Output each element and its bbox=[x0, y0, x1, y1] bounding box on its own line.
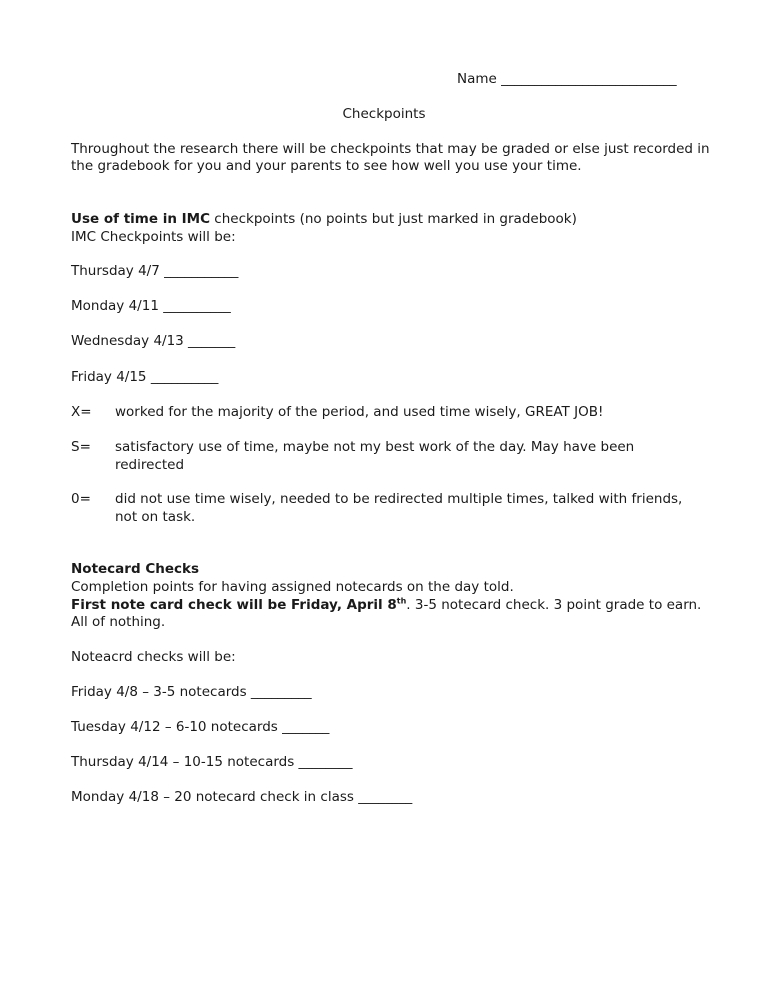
imc-heading-rest: checkpoints (no points but just marked in gradebook) bbox=[210, 211, 577, 227]
code-description: satisfactory use of time, maybe not my best work of the day. May have been redirected bbox=[115, 439, 635, 473]
first-check-date: , April 8th bbox=[336, 596, 407, 613]
name-label: Name bbox=[457, 71, 497, 87]
name-field-line bbox=[457, 71, 677, 88]
name-blank: __________________________ bbox=[501, 71, 677, 87]
date-suffix: th bbox=[396, 596, 407, 606]
imc-subheading: IMC Checkpoints will be: bbox=[71, 229, 236, 245]
imc-date-item: Friday 4/15 __________ bbox=[71, 369, 219, 385]
first-check-rest: . 3-5 notecard check. 3 point grade to earn. bbox=[406, 597, 702, 613]
code-key: 0= bbox=[71, 491, 91, 507]
first-check-bold: First note card check will be Friday bbox=[71, 597, 337, 613]
all-or-nothing: All of nothing. bbox=[71, 614, 166, 630]
code-key: S= bbox=[71, 439, 91, 455]
imc-date-item: Monday 4/11 __________ bbox=[71, 298, 231, 314]
code-key: X= bbox=[71, 404, 92, 420]
imc-heading-bold: Use of time in IMC bbox=[71, 211, 211, 227]
intro-paragraph: Throughout the research there will be checkpoints that may be graded or else just recorded in the gradebook for you and your parents to see how well you use your time. bbox=[71, 141, 710, 174]
notecard-completion: Completion points for having assigned notecards on the day told. bbox=[71, 579, 514, 595]
imc-heading bbox=[71, 211, 577, 228]
code-description: worked for the majority of the period, and used time wisely, GREAT JOB! bbox=[115, 404, 604, 420]
notecard-check-item: Friday 4/8 – 3-5 notecards _________ bbox=[71, 684, 312, 700]
page-title: Checkpoints bbox=[342, 106, 426, 122]
notecard-check-item: Thursday 4/14 – 10-15 notecards ________ bbox=[71, 754, 353, 770]
imc-date-item: Thursday 4/7 ___________ bbox=[71, 263, 239, 279]
code-description: did not use time wisely, needed to be redirected multiple times, talked with friends, not on task. bbox=[115, 491, 683, 525]
notecard-check-item: Tuesday 4/12 – 6-10 notecards _______ bbox=[71, 719, 330, 735]
imc-date-item: Wednesday 4/13 _______ bbox=[71, 333, 236, 349]
first-check-line bbox=[71, 597, 701, 614]
checks-label: Noteacrd checks will be: bbox=[71, 649, 236, 665]
notecard-check-item: Monday 4/18 – 20 notecard check in class ________ bbox=[71, 789, 413, 805]
notecard-heading: Notecard Checks bbox=[71, 561, 200, 577]
